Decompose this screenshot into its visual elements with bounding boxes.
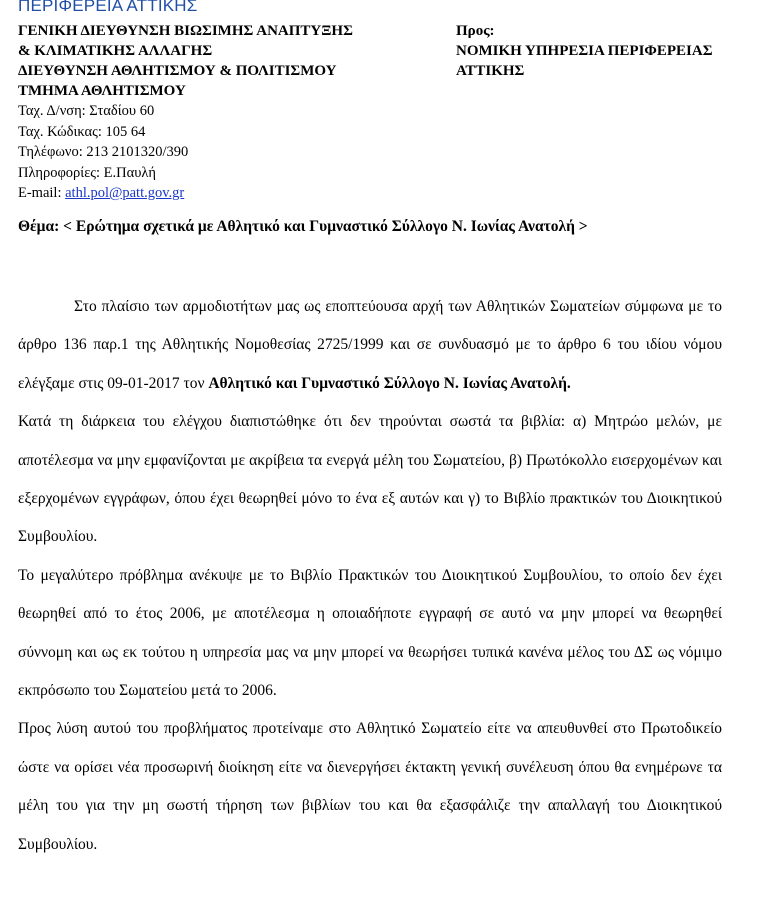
recipient-name: ΝΟΜΙΚΗ ΥΠΗΡΕΣΙΑ ΠΕΡΙΦΕΡΕΙΑΣ ΑΤΤΙΚΗΣ: [456, 43, 713, 79]
paragraph-3: Το μεγαλύτερο πρόβλημα ανέκυψε με το Βιβλίο Πρακτικών του Διοικητικού Συμβουλίου, το οποίο δεν έχει θεωρηθεί από το έτος 2006, με αποτέλεσμα η οποιαδήποτε εγγραφή σε αυτό να μην μπορεί να θεωρηθεί σύννομη και ως εκ τούτου η υπηρεσία μας να μην μπορεί να θεωρήσει τυπικά κανένα μέλος του ΔΣ ως νόμιμο εκπρόσωπο του Σωματείου μετά το 2006.: [18, 566, 722, 700]
recipient-block: [456, 21, 756, 81]
info-contact: Πληροφορίες: Ε.Παυλή: [18, 164, 156, 181]
organization-name: ΠΕΡΙΦΕΡΕΙΑ ΑΤΤΙΚΗΣ: [18, 0, 198, 15]
email-link[interactable]: athl.pol@patt.gov.gr: [65, 185, 185, 201]
paragraph-2: Κατά τη διάρκεια του ελέγχου διαπιστώθηκε ότι δεν τηρούνται σωστά τα βιβλία: α) Μητρώο μελών, με αποτέλεσμα να μην εμφανίζονται με ακρίβεια τα ενεργά μέλη του Σωματείου, β) Πρωτόκολλο εισερχομένων και εξερχομένων εγγράφων, όπου έχει θεωρηθεί μόνο το ένα εξ αυτών και γ) το Βιβλίο πρακτικών του Διοικητικού Συμβουλίου.: [18, 413, 722, 546]
dept-line-1: ΓΕΝΙΚΗ ΔΙΕΥΘΥΝΣΗ ΒΙΩΣΙΜΗΣ ΑΝΑΠΤΥΞΗΣ: [18, 23, 353, 39]
address: Ταχ. Δ/νση: Σταδίου 60: [18, 103, 155, 119]
dept-line-2: & ΚΛΙΜΑΤΙΚΗΣ ΑΛΛΑΓΗΣ: [18, 43, 213, 59]
paragraph-1: [18, 288, 722, 403]
recipient-label: Προς:: [456, 23, 495, 39]
phone: Τηλέφωνο: 213 2101320/390: [18, 144, 189, 160]
paragraph-1-club-name: Αθλητικό και Γυμναστικό Σύλλογο Ν. Ιωνίας Ανατολή.: [208, 374, 571, 392]
letter-body: [18, 288, 722, 864]
email-line: [18, 184, 438, 204]
email-label: E-mail:: [18, 185, 66, 201]
dept-line-4: ΤΜΗΜΑ ΑΘΛΗΤΙΣΜΟΥ: [18, 83, 186, 99]
sender-block: [18, 21, 438, 204]
paragraph-4: Προς λύση αυτού του προβλήματος προτείναμε στο Αθλητικό Σωματείο είτε να απευθυνθεί στο Πρωτοδικείο ώστε να ορίσει νέα προσωρινή διοίκηση είτε να διενεργήσει έκτακτη γενική συνέλευση όπου θα ενημέρωνε τα μέλη του για την μη σωστή τήρηση των βιβλίων του και θα εξασφάλιζε την απαλλαγή του Διοικητικού Συμβουλίου.: [18, 720, 722, 853]
paragraph-1-text: Στο πλαίσιο των αρμοδιοτήτων μας ως εποπτεύουσα αρχή των Αθλητικών Σωματείων σύμφωνα με το άρθρο 136 παρ.1 της Αθλητικής Νομοθεσίας 2725/1999 και σε συνδυασμό με το άρθρο 6 του ιδίου νόμου ελέγξαμε στις 09-01-2017 τον: [18, 298, 722, 392]
subject-line: Θέμα: < Ερώτημα σχετικά με Αθλητικό και Γυμναστικό Σύλλογο Ν. Ιωνίας Ανατολή >: [18, 218, 588, 235]
postal-code: Ταχ. Κώδικας: 105 64: [18, 123, 146, 140]
dept-line-3: ΔΙΕΥΘΥΝΣΗ ΑΘΛΗΤΙΣΜΟΥ & ΠΟΛΙΤΙΣΜΟΥ: [18, 63, 337, 79]
